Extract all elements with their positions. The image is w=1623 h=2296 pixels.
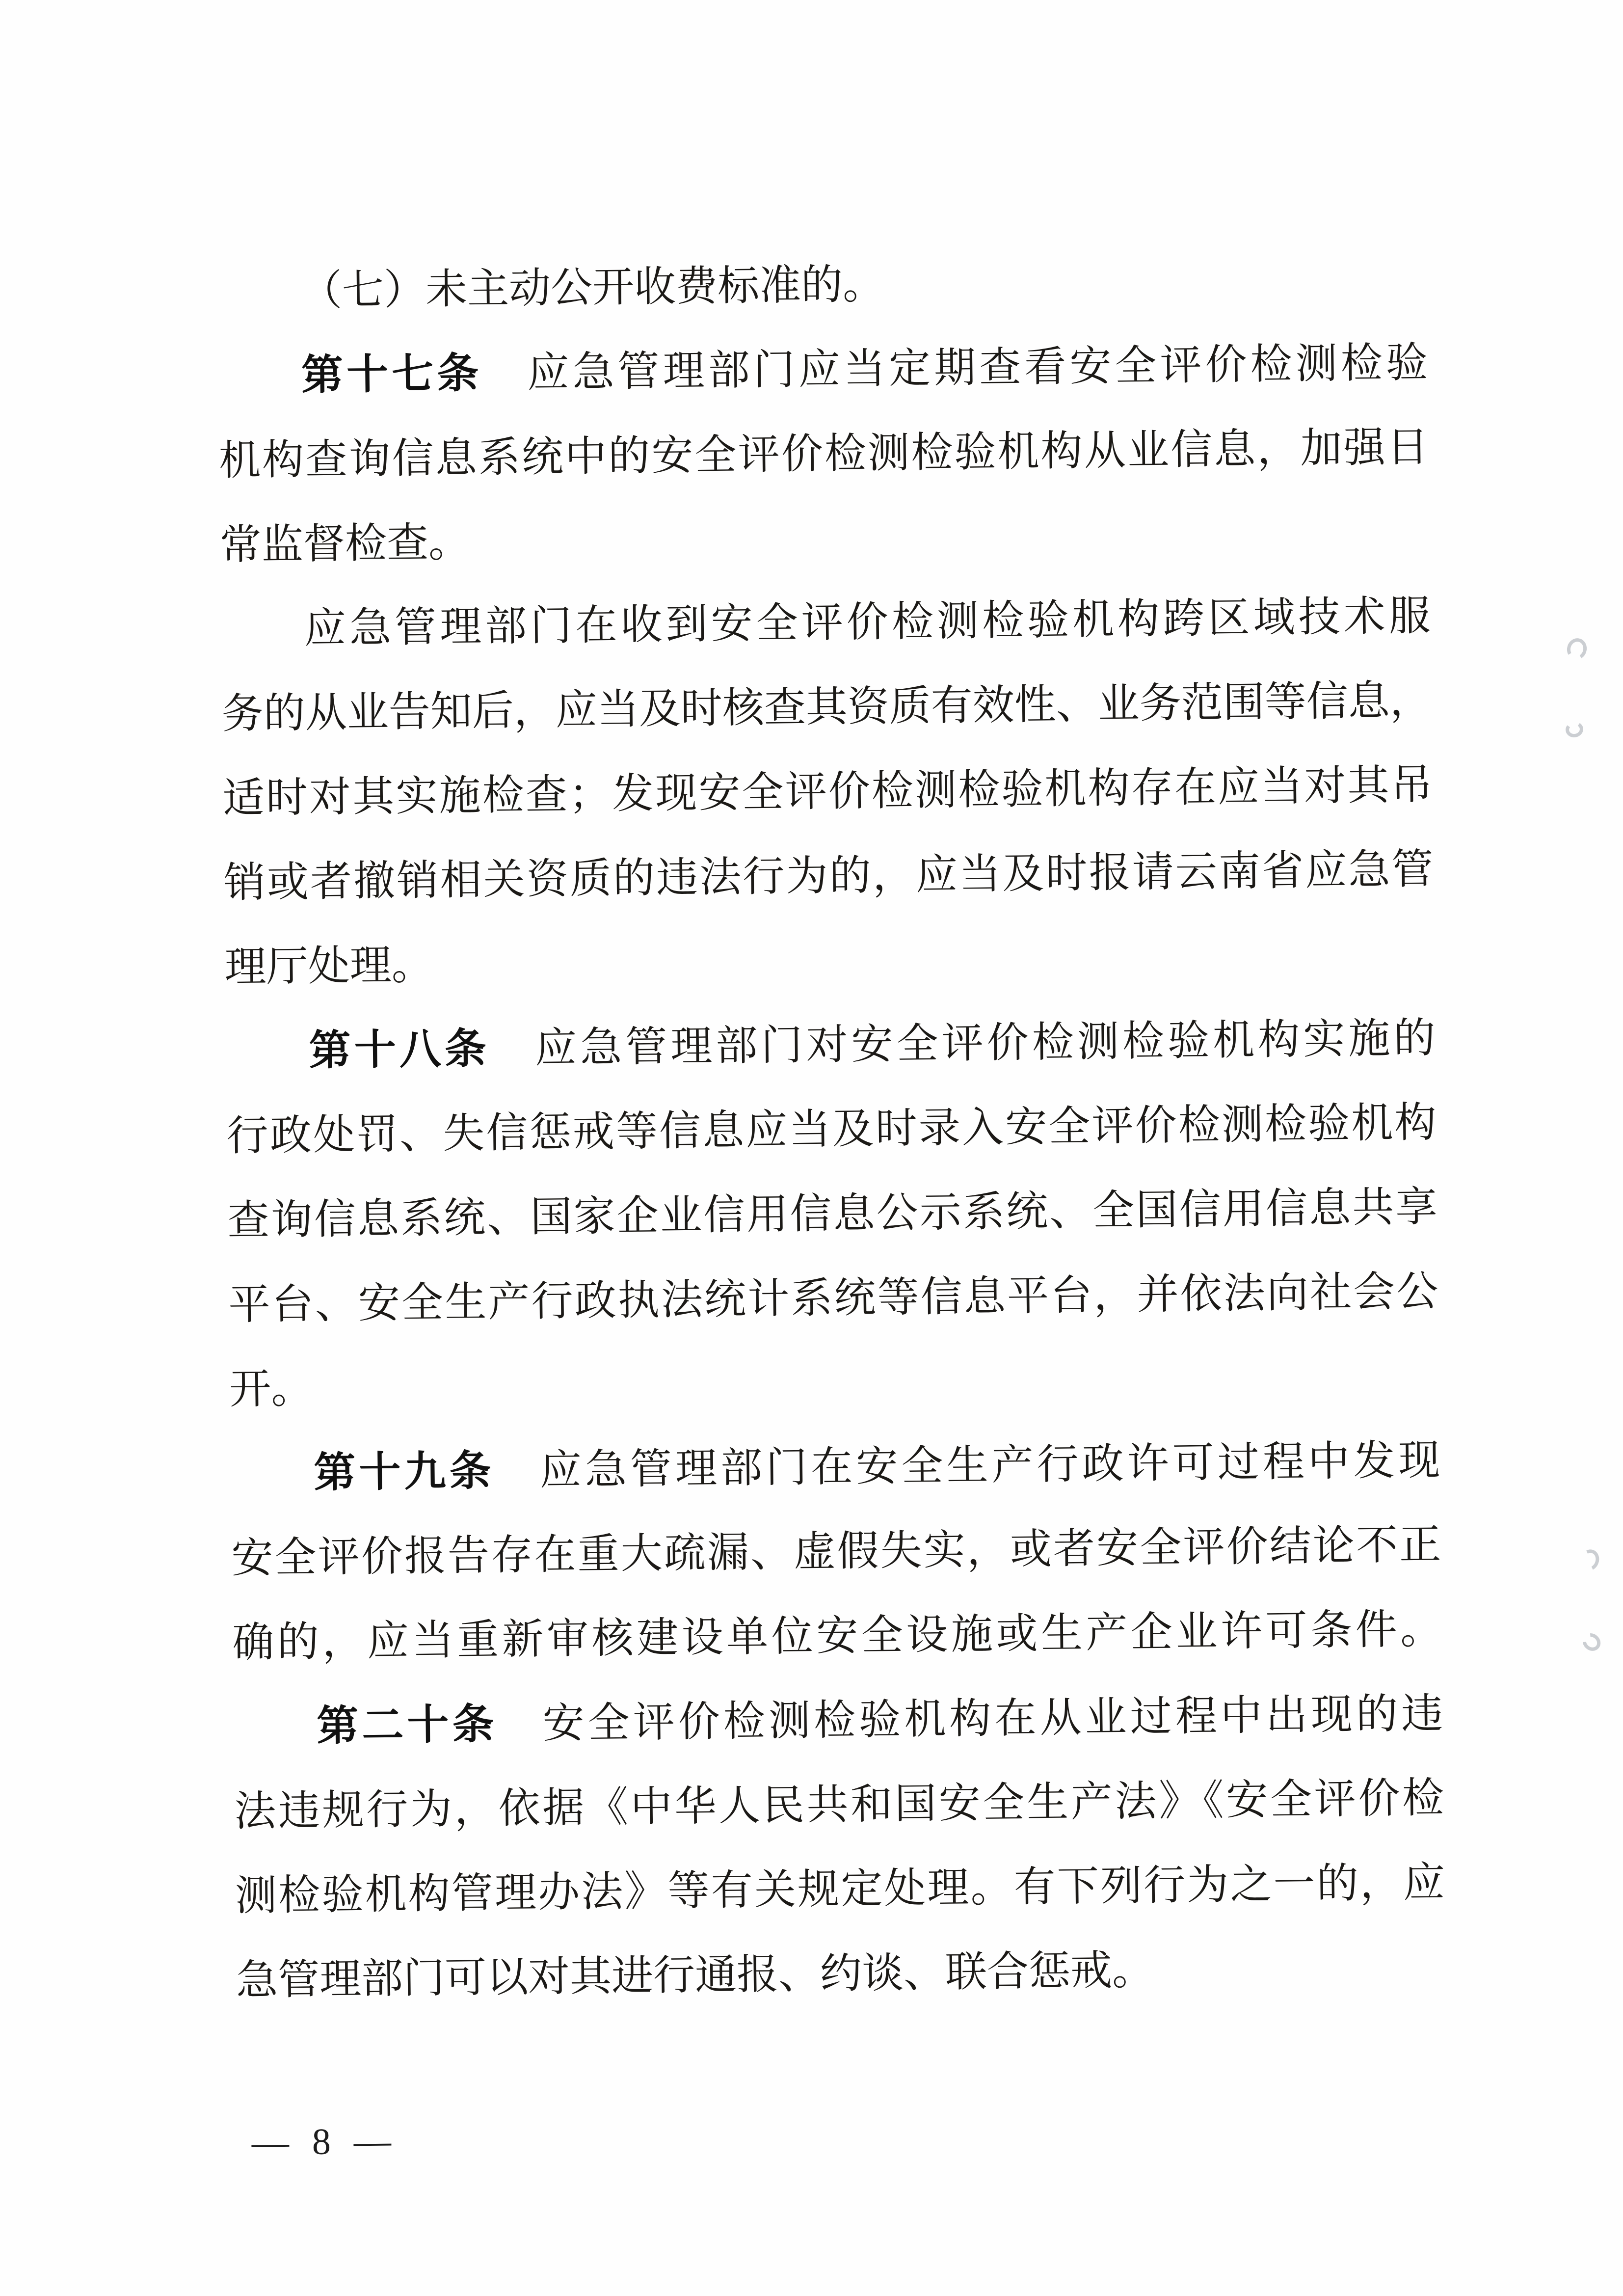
text-line (235, 1840, 1445, 1939)
text-segment: 常监督检查。 (219, 519, 471, 568)
text-line (226, 1080, 1437, 1179)
article-number: 第十九条 (313, 1447, 495, 1496)
text-line (227, 1165, 1438, 1263)
text-segment: 行政处罚、失信惩戒等信息应当及时录入安全评价检测检验机构 (226, 1099, 1437, 1160)
article-number: 第十八条 (309, 1025, 490, 1074)
text-segment: 安全评价检测检验机构在从业过程中出现的违 (497, 1690, 1443, 1748)
text-line (220, 574, 1431, 672)
article-number: 第二十条 (316, 1701, 498, 1750)
text-segment: 适时对其实施检查；发现安全评价检测检验机构存在应当对其吊 (222, 761, 1433, 822)
text-line (218, 405, 1429, 503)
text-line (230, 1418, 1440, 1516)
text-segment: 应急管理部门对安全评价检测检验机构实施的 (489, 1015, 1436, 1072)
scan-artifact (1565, 636, 1589, 662)
scan-artifact (1564, 720, 1584, 739)
text-segment: 应急管理部门应当定期查看安全评价检测检验 (481, 340, 1428, 397)
text-segment: 平台、安全生产行政执法统计系统等信息平台，并依法向社会公 (228, 1268, 1438, 1328)
text-line (222, 743, 1433, 841)
text-line (228, 1249, 1439, 1348)
page-number: — 8 — (251, 2120, 399, 2163)
text-line (224, 912, 1435, 1010)
text-line (229, 1334, 1440, 1432)
text-segment: 应急管理部门在收到安全评价检测检验机构跨区域技术服 (304, 593, 1431, 652)
text-line (216, 236, 1427, 334)
text-segment: （七）未主动公开收费标准的。 (300, 261, 885, 315)
text-segment: 务的从业告知后，应当及时核查其资质有效性、业务范围等信息， (221, 677, 1432, 737)
text-line (217, 321, 1428, 419)
text-line (219, 489, 1430, 588)
text-segment: 确的，应当重新审核建设单位安全设施或生产企业许可条件。 (232, 1606, 1442, 1666)
article-number: 第十七条 (301, 350, 482, 399)
text-line (223, 827, 1434, 925)
text-line (232, 1587, 1442, 1685)
text-segment: 测检验机构管理办法》等有关规定处理。有下列行为之一的，应 (235, 1859, 1445, 1919)
text-segment: 机构查询信息系统中的安全评价检测检验机构从业信息，加强日 (218, 424, 1429, 484)
text-line (231, 1503, 1441, 1601)
document-text-block (213, 0, 1449, 2296)
scan-artifact (1579, 1630, 1604, 1654)
text-line (225, 996, 1436, 1094)
text-segment: 查询信息系统、国家企业信用信息公示系统、全国信用信息共享 (227, 1184, 1437, 1244)
text-segment: 安全评价报告存在重大疏漏、虚假失实，或者安全评价结论不正 (231, 1521, 1441, 1582)
text-segment: 销或者撤销相关资质的违法行为的，应当及时报请云南省应急管 (223, 846, 1434, 906)
text-segment: 急管理部门可以对其进行通报、约谈、联合惩戒。 (236, 1947, 1154, 2004)
scan-artifact (1577, 1547, 1602, 1573)
text-segment: 理厅处理。 (224, 942, 434, 991)
text-line (234, 1756, 1444, 1854)
text-segment: 开。 (229, 1365, 314, 1413)
text-segment: 应急管理部门在安全生产行政许可过程中发现 (494, 1437, 1440, 1494)
text-line (233, 1672, 1443, 1770)
text-line (236, 1925, 1446, 2023)
text-segment: 法违规行为，依据《中华人民共和国安全生产法》《安全评价检 (234, 1775, 1444, 1835)
text-line (221, 658, 1432, 756)
